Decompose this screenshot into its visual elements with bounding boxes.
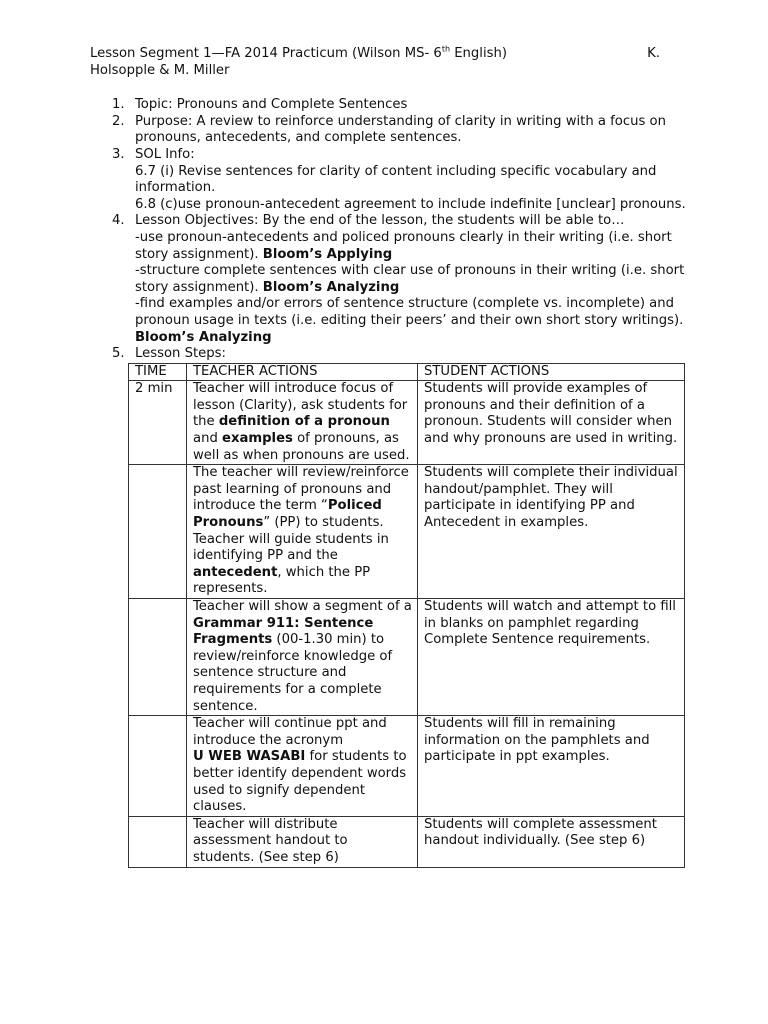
table-row	[129, 381, 685, 465]
sol-6-8: 6.8 (c)use pronoun-antecedent agreement to include indefinite [unclear] pronouns.	[135, 196, 686, 212]
list-number: 4.	[112, 213, 125, 229]
cell-time	[129, 716, 187, 817]
table-row	[129, 816, 685, 867]
table-row	[129, 599, 685, 716]
list-item-lesson-steps	[90, 346, 690, 363]
list-item-sol	[90, 147, 690, 213]
table-row	[129, 716, 685, 817]
cell-student-action: Students will fill in remaining information on the pamphlets and participate in ppt examples.	[418, 716, 685, 817]
purpose-text: Purpose: A review to reinforce understanding of clarity in writing with a focus on pronouns, antecedents, and complete sentences.	[135, 113, 666, 146]
header-student-actions: STUDENT ACTIONS	[418, 363, 685, 381]
header-time: TIME	[129, 363, 187, 381]
list-item-objectives	[90, 213, 690, 346]
cell-time: 2 min	[129, 381, 187, 465]
header-left: Lesson Segment 1—FA 2014 Practicum (Wilson MS- 6	[90, 46, 442, 61]
lesson-steps-label: Lesson Steps:	[135, 346, 226, 362]
header-teacher-actions: TEACHER ACTIONS	[187, 363, 418, 381]
objective-2: -structure complete sentences with clear use of pronouns in their writing (i.e. short story assignment).	[135, 263, 685, 295]
cell-student-action: Students will complete their individual handout/pamphlet. They will participate in identifying PP and Antecedent in examples.	[418, 465, 685, 599]
cell-student-action: Students will provide examples of pronouns and their definition of a pronoun. Students will consider when and why pronouns are used in writing.	[418, 381, 685, 465]
list-item-topic	[90, 97, 690, 114]
header-line2: Holsopple & M. Miller	[90, 62, 230, 78]
cell-student-action: Students will watch and attempt to fill in blanks on pamphlet regarding Complete Sentence requirements.	[418, 599, 685, 716]
objectives-label: Lesson Objectives: By the end of the lesson, the students will be able to…	[135, 213, 625, 229]
blooms-level-3: Bloom’s Analyzing	[135, 329, 272, 345]
cell-teacher-action: Teacher will introduce focus of lesson (Clarity), ask students for the definition of a pronoun and examples of pronouns, as well as when pronouns are used.	[187, 381, 418, 465]
table-row	[129, 465, 685, 599]
list-item-purpose	[90, 114, 690, 147]
cell-teacher-action: Teacher will show a segment of a Grammar 911: Sentence Fragments (00-1.30 min) to review/reinforce knowledge of sentence structure and requirements for a complete sentence.	[187, 599, 418, 716]
lesson-steps-list	[90, 97, 690, 363]
document-header	[90, 46, 660, 79]
sol-6-7: 6.7 (i) Revise sentences for clarity of content including specific vocabulary and information.	[135, 163, 657, 196]
list-number: 5.	[112, 346, 125, 362]
blooms-level-1: Bloom’s Applying	[262, 246, 393, 262]
cell-teacher-action: The teacher will review/reinforce past learning of pronouns and introduce the term “Policed Pronouns” (PP) to students. Teacher will guide students in identifying PP and the antecedent, which the PP represents.	[187, 465, 418, 599]
header-right: K.	[647, 46, 660, 61]
cell-teacher-action: Teacher will distribute assessment handout to students. (See step 6)	[187, 816, 418, 867]
cell-time	[129, 599, 187, 716]
list-number: 1.	[112, 97, 125, 113]
header-left-end: English)	[450, 46, 507, 61]
list-number: 3.	[112, 146, 125, 162]
objective-3: -find examples and/or errors of sentence structure (complete vs. incomplete) and pronoun usage in texts (i.e. editing their peers’ and their own short story writings).	[135, 296, 684, 328]
table-header-row	[129, 363, 685, 381]
sol-label: SOL Info:	[135, 146, 195, 162]
lesson-steps-table	[128, 363, 685, 868]
list-number: 2.	[112, 113, 125, 129]
cell-time	[129, 816, 187, 867]
blooms-level-2: Bloom’s Analyzing	[262, 279, 400, 295]
cell-time	[129, 465, 187, 599]
cell-teacher-action: Teacher will continue ppt and introduce the acronym U WEB WASABI for students to better identify dependent words used to signify dependent clauses.	[187, 716, 418, 817]
document-page	[90, 46, 690, 868]
cell-student-action: Students will complete assessment handout individually. (See step 6)	[418, 816, 685, 867]
topic-text: Topic: Pronouns and Complete Sentences	[135, 97, 408, 113]
header-superscript: th	[441, 44, 451, 54]
objective-1: -use pronoun-antecedents and policed pronouns clearly in their writing (i.e. short story assignment).	[135, 229, 672, 262]
